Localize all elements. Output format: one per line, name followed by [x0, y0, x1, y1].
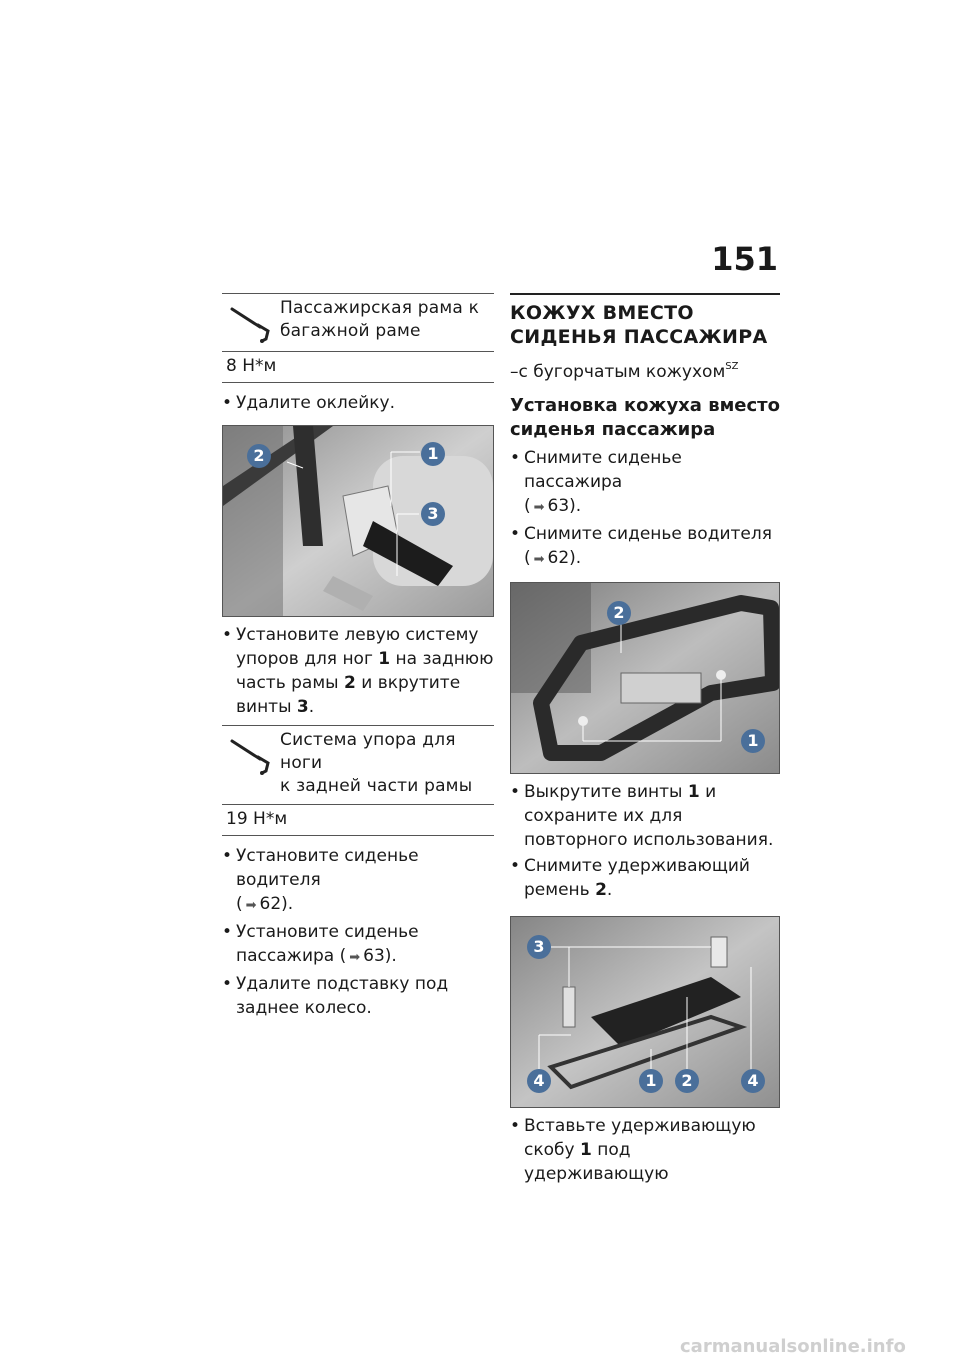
- instruction-item: • Удалите подставку под заднее колесо.: [222, 972, 494, 1020]
- figure-retaining-bracket: [510, 916, 780, 1108]
- instruction-item: • Вставьте удерживающую скобу 1 под удерживающую: [510, 1114, 780, 1186]
- spec-label-line2: багажной раме: [280, 321, 421, 341]
- variant-code: SZ: [725, 361, 739, 372]
- page-ref[interactable]: 62).: [547, 548, 582, 568]
- torque-spec-box: [222, 293, 494, 383]
- instruction-item: • Удалите оклейку.: [222, 391, 494, 415]
- page-ref-arrow-icon: ➡: [533, 500, 545, 515]
- callout-2: 2: [613, 603, 625, 622]
- ref-number: 1: [687, 782, 700, 802]
- page-ref[interactable]: 62).: [259, 894, 294, 914]
- ref-number: 3: [296, 697, 309, 717]
- callout-1: 1: [645, 1071, 657, 1090]
- callout-4: 4: [533, 1071, 545, 1090]
- spec-label-line1: Пассажирская рама к: [280, 298, 480, 318]
- torque-spec-box: [222, 725, 494, 836]
- page-ref-arrow-icon: ➡: [349, 950, 361, 965]
- page-ref[interactable]: 63).: [363, 946, 397, 966]
- callout-1: 1: [427, 444, 439, 463]
- instruction-item: • Установите левую систему упоров для ног 1 на заднюю часть рамы 2 и вкрутите винты 3.: [222, 623, 494, 719]
- section-heading: КОЖУХ ВМЕСТО СИДЕНЬЯ ПАССАЖИРА: [510, 293, 780, 349]
- instruction-item: • Снимите удерживающий ремень 2.: [510, 854, 780, 902]
- subsection-heading: Установка кожуха вместо сиденья пассажира: [510, 395, 780, 440]
- instruction-item: • Установите сиденье пассажира ( ➡ 63).: [222, 920, 494, 970]
- spec-label-line1: Система упора для ноги: [280, 730, 456, 773]
- figure-footrest: [222, 425, 494, 617]
- instruction-item: • Установите сиденье водителя ( ➡ 62).: [222, 844, 494, 918]
- cover-strap-illustration: [511, 583, 780, 774]
- figure-cover-strap: [510, 582, 780, 774]
- torque-wrench-icon: [226, 735, 274, 777]
- variant-note: –с бугорчатым кожухом$^{SZ}$: [510, 361, 739, 382]
- page-ref-arrow-icon: ➡: [245, 898, 257, 913]
- callout-2: 2: [681, 1071, 693, 1090]
- callout-3: 3: [533, 937, 545, 956]
- left-column: [222, 293, 494, 1022]
- callout-3: 3: [427, 504, 439, 523]
- ref-number: 1: [378, 649, 391, 669]
- callout-4: 4: [747, 1071, 759, 1090]
- ref-number: 2: [344, 673, 356, 693]
- page-ref[interactable]: 63).: [547, 496, 582, 516]
- spec-label-line2: к задней части рамы: [280, 776, 473, 796]
- callout-2: 2: [253, 446, 265, 465]
- instruction-item: • Снимите сиденье водителя ( ➡ 62).: [510, 522, 780, 572]
- instruction-item: • Выкрутите винты 1 и сохраните их для повторного использования.: [510, 780, 780, 852]
- spec-value: 8 Н*м: [226, 356, 277, 376]
- ref-number: 2: [595, 880, 607, 900]
- spec-value: 19 Н*м: [226, 809, 288, 829]
- callout-1: 1: [747, 731, 759, 750]
- right-column: [510, 293, 780, 1188]
- watermark: carmanualsonline.info: [680, 1336, 906, 1357]
- torque-wrench-icon: [226, 303, 274, 345]
- page-number: 151: [711, 240, 778, 278]
- ref-number: 1: [579, 1140, 592, 1160]
- instruction-item: • Снимите сиденье пассажира ( ➡ 63).: [510, 446, 780, 520]
- page-ref-arrow-icon: ➡: [533, 552, 545, 567]
